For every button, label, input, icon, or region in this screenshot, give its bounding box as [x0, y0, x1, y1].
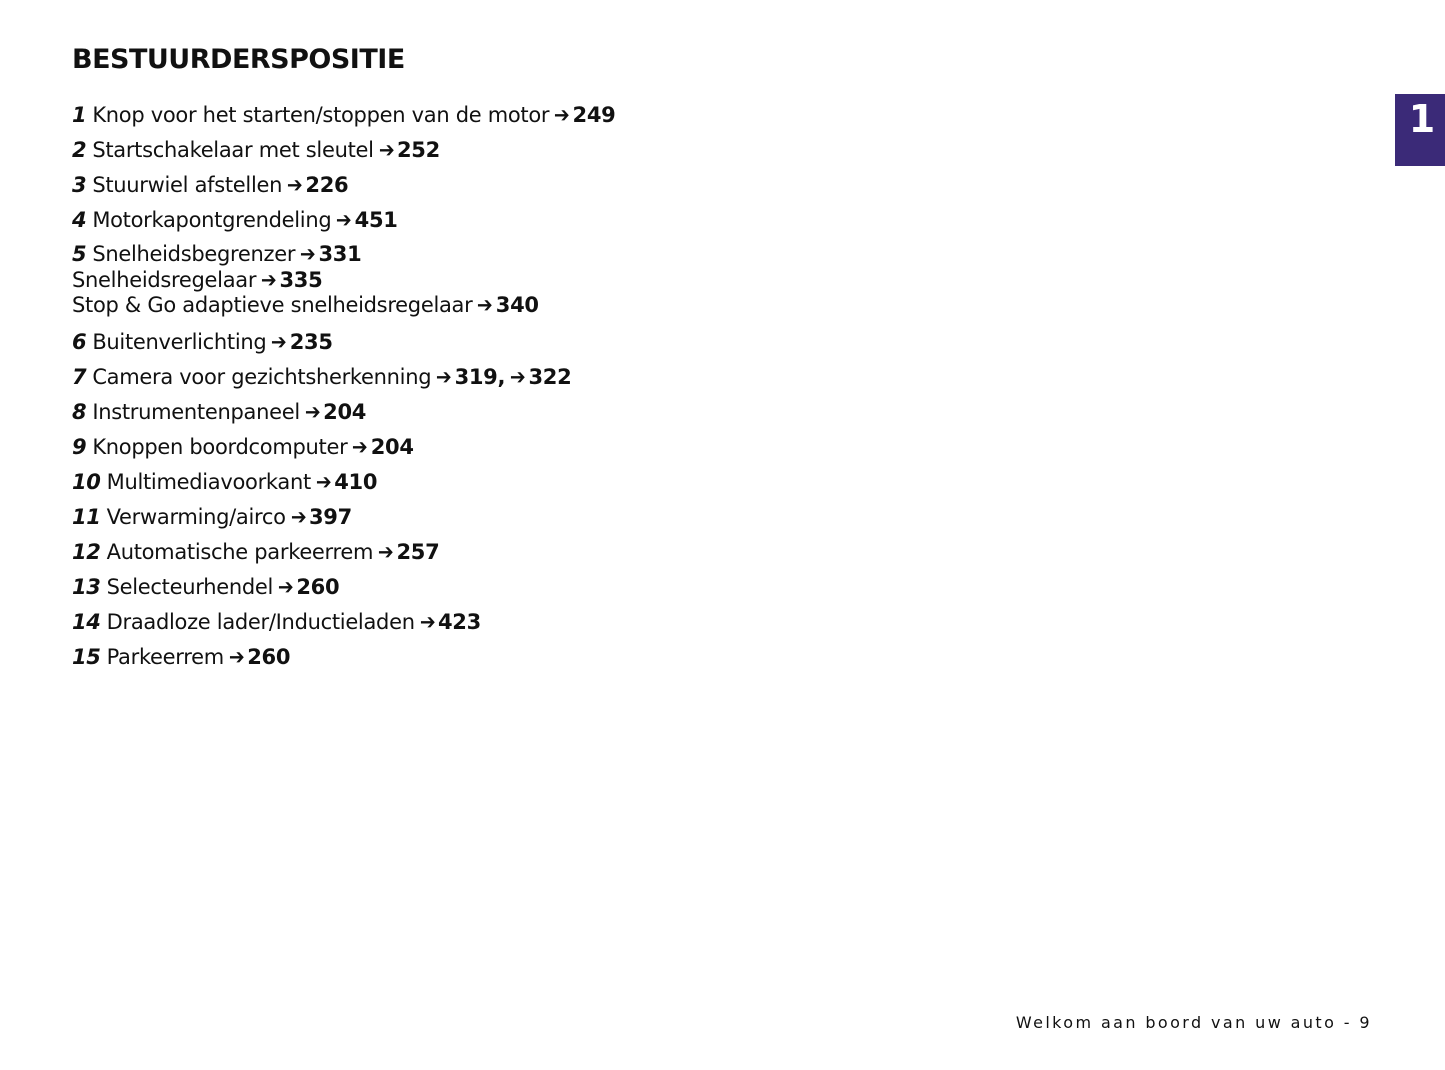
item-label: Draadloze lader/Inductieladen: [106, 609, 415, 634]
list-item: [72, 430, 972, 465]
item-label: Automatische parkeerrem: [106, 539, 374, 564]
list-item: [72, 360, 972, 395]
item-number: 2: [72, 138, 87, 162]
item-label: Buitenverlichting: [92, 329, 267, 354]
item-number: 4: [72, 208, 87, 232]
item-number: 7: [72, 364, 87, 389]
arrow-right-icon: ➔: [554, 103, 570, 127]
list-item: [72, 238, 972, 325]
item-number: 3: [72, 173, 87, 197]
page-reference-link[interactable]: 226: [305, 173, 349, 197]
item-number: 1: [72, 103, 87, 127]
item-number: 11: [72, 504, 101, 529]
arrow-right-icon: ➔: [477, 293, 493, 317]
item-number: 14: [72, 609, 101, 634]
list-item-line: [72, 203, 972, 238]
item-list: [72, 98, 972, 675]
item-number: 12: [72, 539, 101, 564]
arrow-right-icon: ➔: [510, 364, 526, 389]
item-label: Selecteurhendel: [106, 574, 274, 599]
arrow-right-icon: ➔: [378, 539, 394, 564]
item-label: Startschakelaar met sleutel: [92, 138, 374, 162]
list-item-line: [72, 242, 972, 268]
page-reference-link[interactable]: 204: [370, 434, 414, 459]
list-item-line: [72, 465, 972, 500]
list-item-line: [72, 570, 972, 605]
page-reference-link[interactable]: 423: [438, 609, 481, 634]
list-item-line: [72, 640, 972, 675]
arrow-right-icon: ➔: [271, 329, 287, 354]
item-number: 13: [72, 574, 101, 599]
arrow-right-icon: ➔: [304, 399, 321, 424]
item-label: Stuurwiel afstellen: [92, 173, 283, 197]
list-item: [72, 605, 972, 640]
page-footer: Welkom aan boord van uw auto - 9: [1015, 1013, 1372, 1032]
arrow-right-icon: ➔: [290, 504, 307, 529]
list-item: [72, 168, 972, 203]
list-item: [72, 465, 972, 500]
list-item: [72, 98, 972, 133]
list-item-line: [72, 168, 972, 203]
item-label: Knoppen boordcomputer: [92, 434, 348, 459]
item-number: 8: [72, 399, 87, 424]
list-item: [72, 395, 972, 430]
item-label: Stop & Go adaptieve snelheidsregelaar: [72, 293, 473, 317]
page-reference-link[interactable]: 397: [309, 504, 352, 529]
arrow-right-icon: ➔: [352, 434, 368, 459]
list-item: [72, 640, 972, 675]
item-number: 10: [72, 469, 101, 494]
page-reference-link[interactable]: 335: [279, 267, 323, 292]
arrow-right-icon: ➔: [286, 173, 303, 197]
item-number: 9: [72, 434, 87, 459]
list-item: [72, 535, 972, 570]
arrow-right-icon: ➔: [419, 609, 436, 634]
list-item-line: [72, 395, 972, 430]
item-label: Knop voor het starten/stoppen van de motor: [92, 103, 550, 127]
page-reference-link[interactable]: 260: [247, 644, 291, 669]
arrow-right-icon: ➔: [336, 208, 352, 232]
arrow-right-icon: ➔: [315, 469, 332, 494]
item-number: 5: [72, 242, 87, 266]
chapter-tab: 1: [1395, 94, 1445, 166]
item-label: Snelheidsregelaar: [72, 267, 257, 292]
page-reference-link[interactable]: 319: [454, 364, 498, 389]
page-reference-link[interactable]: 331: [318, 242, 362, 266]
list-item: [72, 325, 972, 360]
list-item-line: [72, 430, 972, 465]
list-item: [72, 203, 972, 238]
arrow-right-icon: ➔: [261, 267, 277, 292]
page-reference-link[interactable]: 451: [354, 208, 398, 232]
arrow-right-icon: ➔: [300, 242, 316, 266]
arrow-right-icon: ➔: [436, 364, 452, 389]
arrow-right-icon: ➔: [228, 644, 245, 669]
page-title: BESTUURDERSPOSITIE: [72, 44, 405, 75]
list-item-line: [72, 500, 972, 535]
item-label: Motorkapontgrendeling: [92, 208, 332, 232]
list-item-line: [72, 293, 972, 319]
item-label: Camera voor gezichtsherkenning: [92, 364, 432, 389]
page-reference-link[interactable]: 235: [289, 329, 333, 354]
list-item-line: [72, 605, 972, 640]
item-label: Verwarming/airco: [106, 504, 286, 529]
item-label: Multimediavoorkant: [106, 469, 311, 494]
page-reference-link[interactable]: 204: [323, 399, 367, 424]
item-number: 6: [72, 329, 87, 354]
list-item-line: [72, 325, 972, 360]
page-reference-link[interactable]: 249: [572, 103, 616, 127]
list-item: [72, 570, 972, 605]
list-item: [72, 500, 972, 535]
list-item-line: [72, 98, 972, 133]
page-reference-link[interactable]: 322: [528, 364, 572, 389]
item-label: Instrumentenpaneel: [92, 399, 300, 424]
list-item-line: [72, 535, 972, 570]
page-reference-link[interactable]: 260: [296, 574, 340, 599]
list-item-line: [72, 133, 972, 168]
page-reference-link[interactable]: 252: [396, 138, 440, 162]
item-label: Snelheidsbegrenzer: [92, 242, 296, 266]
item-label: Parkeerrem: [106, 644, 224, 669]
list-item-line: [72, 268, 972, 294]
arrow-right-icon: ➔: [378, 138, 395, 162]
arrow-right-icon: ➔: [277, 574, 294, 599]
item-number: 15: [72, 644, 101, 669]
page-reference-link[interactable]: 410: [334, 469, 378, 494]
page-reference-link[interactable]: 340: [495, 293, 539, 317]
list-item: [72, 133, 972, 168]
page-reference-link[interactable]: 257: [396, 539, 440, 564]
list-item-line: 7 Camera voor gezichtsherkenning ➔ 319, ➔ 322: [72, 360, 972, 395]
